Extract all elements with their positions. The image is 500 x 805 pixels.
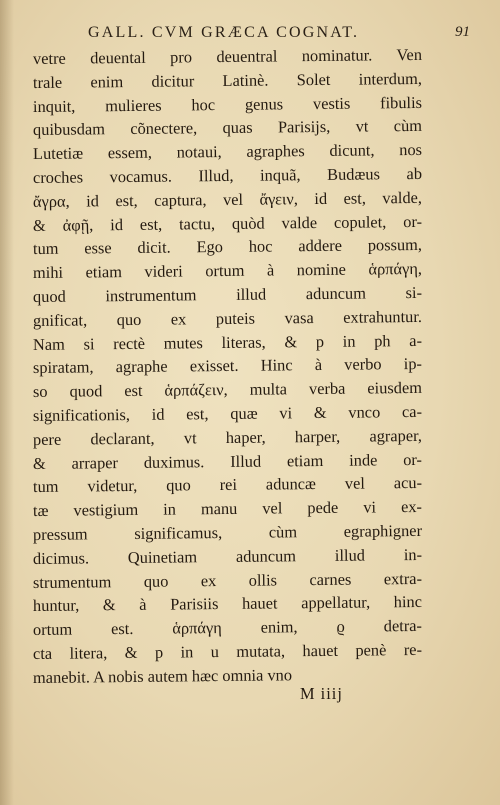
- text-line: & arraper duximus. Illud etiam inde or-: [32, 449, 423, 473]
- text-line: tum videtur, quo rei aduncæ vel acu-: [32, 473, 423, 497]
- page-number: 91: [455, 24, 470, 40]
- text-line: inquit, mulieres hoc genus vestis fibulis: [32, 92, 423, 116]
- text-line: so quod est ἁρπάζειν, multa verba eiusdem: [32, 378, 423, 402]
- text-line: quibusdam cõnectere, quas Parisijs, vt cùm: [32, 116, 423, 140]
- text-line: Nam si rectè mutes literas, & p in ph a-: [32, 330, 423, 354]
- running-head: GALL. CVM GRÆCA COGNAT.: [88, 24, 360, 41]
- text-line: manebit. A nobis autem hæc omnia vno: [32, 665, 293, 687]
- text-line: pressum significamus, cùm egraphigner: [32, 520, 423, 544]
- text-line: & ἀφῇ, id est, tactu, quòd valde copulet, or-: [32, 211, 423, 235]
- text-line: tæ vestigium in manu vel pede vi ex-: [32, 497, 423, 521]
- text-line: Lutetiæ essem, notaui, agraphes dicunt, nos: [32, 140, 423, 164]
- text-line: pere declarant, vt haper, harper, agraper,: [32, 425, 423, 449]
- text-line: huntur, & à Parisiis hauet appellatur, hinc: [32, 592, 423, 616]
- text-line: significationis, id est, quæ vi & vnco ca-: [32, 401, 423, 425]
- text-line: croches vocamus. Illud, inquã, Budæus ab: [32, 163, 423, 187]
- text-line: strumentum quo ex ollis carnes extra-: [32, 568, 423, 592]
- text-line: ἄγρα, id est, captura, vel ἄγειν, id est, valde,: [32, 187, 423, 211]
- text-line: quod instrumentum illud aduncum si-: [32, 282, 423, 306]
- text-line: mihi etiam videri ortum à nomine ἁρπάγη,: [32, 259, 423, 283]
- text-line: tum esse dicit. Ego hoc addere possum,: [32, 235, 423, 259]
- text-line: ortum est. ἁρπάγη enim, ϱ detra-: [32, 616, 423, 640]
- page-gutter-shadow: [0, 0, 14, 805]
- text-line: gnificat, quo ex puteis vasa extrahuntur.: [32, 306, 423, 330]
- body-text: [32, 44, 423, 690]
- text-line: vetre deuental pro deuentral nominatur. Ven: [32, 44, 423, 68]
- text-line: dicimus. Quinetiam aduncum illud in-: [32, 544, 423, 568]
- text-line: cta litera, & p in u mutata, hauet penè re-: [32, 639, 423, 663]
- signature-mark: M iiij: [300, 684, 343, 703]
- text-line: spiratam, agraphe exisset. Hinc à verbo ip-: [32, 354, 423, 378]
- text-line: trale enim dicitur Latinè. Solet interdum,: [32, 68, 423, 92]
